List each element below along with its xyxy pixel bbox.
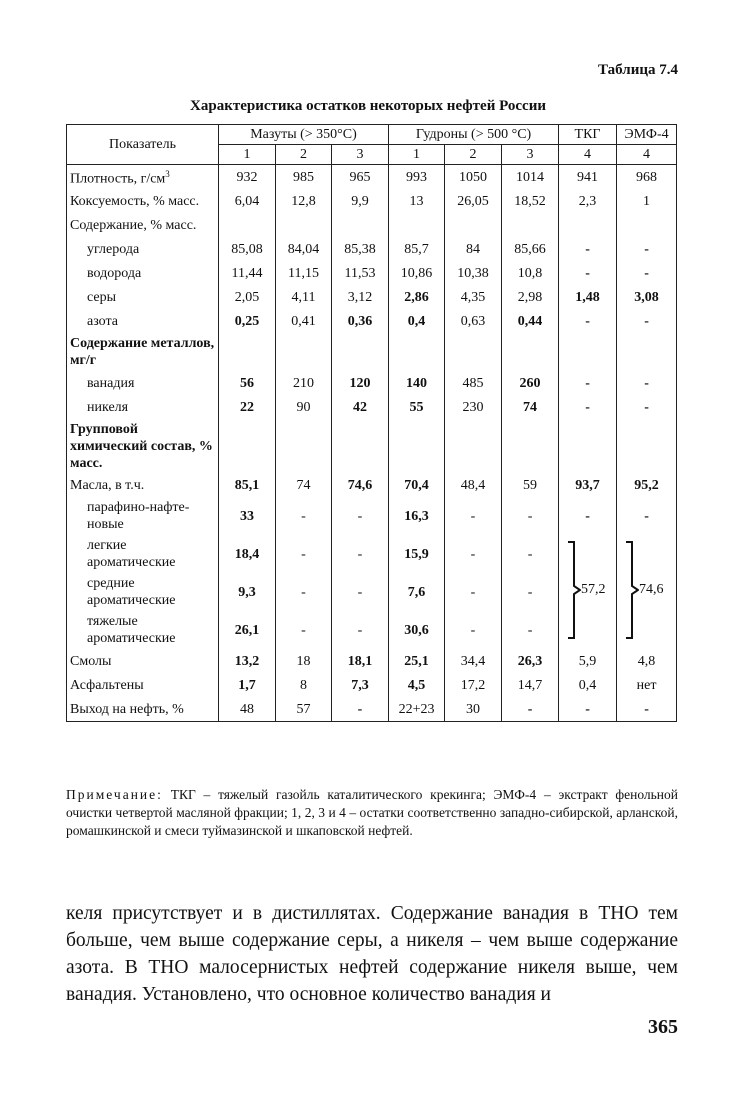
table-cell: 85,66	[502, 237, 559, 261]
header-sub: 4	[617, 145, 677, 165]
table-cell: -	[617, 309, 677, 333]
header-sub: 1	[389, 145, 445, 165]
table-row	[67, 649, 677, 673]
row-label: серы	[67, 285, 219, 309]
table-cell: 0,4	[559, 673, 617, 697]
table-cell: 56	[219, 371, 276, 395]
table-cell: -	[617, 237, 677, 261]
table-footnote	[66, 786, 678, 840]
table-cell: 13,2	[219, 649, 276, 673]
table-cell: 0,4	[389, 309, 445, 333]
table-row	[67, 497, 677, 535]
row-label: углерода	[67, 237, 219, 261]
table-cell: 5,9	[559, 649, 617, 673]
table-cell: 55	[389, 395, 445, 419]
table-cell: -	[617, 395, 677, 419]
table-cell: -	[559, 261, 617, 285]
table-cell: 33	[219, 497, 276, 535]
table-cell: 11,53	[332, 261, 389, 285]
table-cell: 140	[389, 371, 445, 395]
table-cell: 260	[502, 371, 559, 395]
table-cell: 14,7	[502, 673, 559, 697]
row-label: ванадия	[67, 371, 219, 395]
row-label: водорода	[67, 261, 219, 285]
table-cell: -	[502, 611, 559, 649]
table-cell: 12,8	[276, 189, 332, 213]
table-row	[67, 673, 677, 697]
table-cell: 2,98	[502, 285, 559, 309]
table-row	[67, 473, 677, 497]
table-cell: 13	[389, 189, 445, 213]
table-cell: 1014	[502, 165, 559, 190]
table-cell: 42	[332, 395, 389, 419]
table-cell: 11,44	[219, 261, 276, 285]
table-cell: -	[332, 535, 389, 573]
table-cell: 485	[445, 371, 502, 395]
row-label: Асфальтены	[67, 673, 219, 697]
table-caption: Характеристика остатков некоторых нефтей России	[190, 98, 546, 114]
right-brace-icon	[625, 540, 639, 640]
table-cell: -	[276, 573, 332, 611]
header-sub: 3	[332, 145, 389, 165]
table-cell: 25,1	[389, 649, 445, 673]
row-label: Смолы	[67, 649, 219, 673]
header-sub: 3	[502, 145, 559, 165]
table-cell: 18,4	[219, 535, 276, 573]
table-cell: 1050	[445, 165, 502, 190]
table-cell: -	[617, 697, 677, 722]
footnote-title: Примечание:	[66, 787, 163, 802]
table-cell: 74,6	[332, 473, 389, 497]
table-row	[67, 419, 677, 473]
table-cell: 3,08	[617, 285, 677, 309]
row-label: средние ароматические	[67, 573, 219, 611]
table-cell: 4,11	[276, 285, 332, 309]
table-cell: -	[332, 611, 389, 649]
table-row	[67, 333, 677, 371]
table-cell: 59	[502, 473, 559, 497]
table-cell: 74	[502, 395, 559, 419]
table-cell: 9,3	[219, 573, 276, 611]
header-group-tkg: ТКГ	[559, 125, 617, 145]
body-paragraph: келя присутствует и в дистиллятах. Содержание ванадия в ТНО тем больше, чем выше содержание серы, а никеля – чем выше содержание азота. В ТНО малосернистых нефтей содержание никеля выше, чем ванадия. Установлено, что основное количество ванадия и	[66, 903, 678, 1005]
row-label: Масла, в т.ч.	[67, 473, 219, 497]
table-row	[67, 285, 677, 309]
table-cell: 3,12	[332, 285, 389, 309]
table-cell: 0,25	[219, 309, 276, 333]
table-cell: 85,7	[389, 237, 445, 261]
table-cell: нет	[617, 673, 677, 697]
header-sub: 2	[276, 145, 332, 165]
table-cell: 2,86	[389, 285, 445, 309]
table-cell: -	[276, 611, 332, 649]
aromatics-total-value: 74,6	[639, 582, 664, 597]
table-cell: 4,5	[389, 673, 445, 697]
table-cell: 17,2	[445, 673, 502, 697]
table-cell: -	[276, 497, 332, 535]
right-brace-icon	[567, 540, 581, 640]
table-cell: -	[332, 573, 389, 611]
table-cell: -	[332, 497, 389, 535]
table-cell: 26,05	[445, 189, 502, 213]
table-cell: 22	[219, 395, 276, 419]
table-cell: 0,41	[276, 309, 332, 333]
table-cell: -	[559, 371, 617, 395]
table-cell: 9,9	[332, 189, 389, 213]
page-number: 365	[648, 1016, 678, 1038]
header-group-emf: ЭМФ-4	[617, 125, 677, 145]
residues-table	[66, 124, 677, 722]
table-cell: 95,2	[617, 473, 677, 497]
table-cell: 30,6	[389, 611, 445, 649]
table-cell: 70,4	[389, 473, 445, 497]
table-cell: 230	[445, 395, 502, 419]
table-cell: -	[445, 497, 502, 535]
header-sub: 4	[559, 145, 617, 165]
table-cell: 932	[219, 165, 276, 190]
table-cell: 210	[276, 371, 332, 395]
table-cell: -	[502, 573, 559, 611]
table-cell: 7,6	[389, 573, 445, 611]
table-row	[67, 189, 677, 213]
table-row	[67, 237, 677, 261]
table-cell: 968	[617, 165, 677, 190]
row-label: азота	[67, 309, 219, 333]
table-cell: 10,86	[389, 261, 445, 285]
table-cell: -	[445, 611, 502, 649]
table-cell: 84	[445, 237, 502, 261]
table-cell: 0,63	[445, 309, 502, 333]
table-cell: -	[559, 237, 617, 261]
table-cell: 48	[219, 697, 276, 722]
table-cell: 0,44	[502, 309, 559, 333]
header-group-mazut: Мазуты (> 350°С)	[219, 125, 389, 145]
table-cell: 8	[276, 673, 332, 697]
table-cell: 10,38	[445, 261, 502, 285]
table-cell: 15,9	[389, 535, 445, 573]
table-cell: 48,4	[445, 473, 502, 497]
aromatics-total-emf	[617, 535, 677, 649]
header-sub: 1	[219, 145, 276, 165]
table-cell: 93,7	[559, 473, 617, 497]
row-label: Содержание металлов, мг/г	[67, 333, 219, 371]
table-row	[67, 213, 677, 237]
table-cell: -	[559, 395, 617, 419]
table-cell: 10,8	[502, 261, 559, 285]
header-indicator: Показатель	[67, 125, 219, 165]
table-cell: 26,3	[502, 649, 559, 673]
table-cell: 16,3	[389, 497, 445, 535]
table-row	[67, 697, 677, 722]
table-cell: 84,04	[276, 237, 332, 261]
table-cell: -	[559, 697, 617, 722]
table-cell: 2,05	[219, 285, 276, 309]
table-cell: 993	[389, 165, 445, 190]
row-label: Выход на нефть, %	[67, 697, 219, 722]
table-cell: -	[332, 697, 389, 722]
table-cell: 26,1	[219, 611, 276, 649]
table-cell: 34,4	[445, 649, 502, 673]
table-cell: 985	[276, 165, 332, 190]
table-row	[67, 395, 677, 419]
table-cell: -	[445, 535, 502, 573]
table-cell: 965	[332, 165, 389, 190]
row-label: парафино-нафте-новые	[67, 497, 219, 535]
table-cell: 30	[445, 697, 502, 722]
table-cell: -	[445, 573, 502, 611]
table-row	[67, 309, 677, 333]
table-cell: 6,04	[219, 189, 276, 213]
table-cell: -	[502, 697, 559, 722]
table-cell: 11,15	[276, 261, 332, 285]
row-label: легкие ароматические	[67, 535, 219, 573]
table-cell: 1	[617, 189, 677, 213]
row-label: тяжелые ароматические	[67, 611, 219, 649]
table-cell: -	[617, 261, 677, 285]
table-cell: 18,52	[502, 189, 559, 213]
header-sub: 2	[445, 145, 502, 165]
row-label: Групповой химический состав, % масс.	[67, 419, 219, 473]
table-cell: 1,7	[219, 673, 276, 697]
table-cell: -	[617, 371, 677, 395]
table-cell: 1,48	[559, 285, 617, 309]
table-cell: -	[502, 535, 559, 573]
table-cell: 85,38	[332, 237, 389, 261]
table-cell: 74	[276, 473, 332, 497]
table-row	[67, 261, 677, 285]
aromatics-total-tkg	[559, 535, 617, 649]
table-number: Таблица 7.4	[598, 62, 678, 78]
table-cell: -	[617, 497, 677, 535]
table-cell: 85,1	[219, 473, 276, 497]
row-label: Коксуемость, % масс.	[67, 189, 219, 213]
table-row	[67, 371, 677, 395]
table-cell: 22+23	[389, 697, 445, 722]
table-cell: 18,1	[332, 649, 389, 673]
row-label: Плотность, $г/см^3$	[67, 165, 219, 190]
row-label: никеля	[67, 395, 219, 419]
table-cell: -	[276, 535, 332, 573]
footnote-text: ТКГ – тяжелый газойль каталитического крекинга; ЭМФ-4 – экстракт фенольной очистки четвертой масляной фракции; 1, 2, 3 и 4 – остатки соответственно западно-сибирской, арланской, ромашкинской и смеси туймазинской и шкаповской нефтей.	[66, 787, 679, 838]
table-row	[67, 535, 677, 573]
table-cell: 2,3	[559, 189, 617, 213]
row-label: Содержание, % масс.	[67, 213, 219, 237]
table-cell: 90	[276, 395, 332, 419]
table-cell: 941	[559, 165, 617, 190]
table-cell: 57	[276, 697, 332, 722]
table-cell: 120	[332, 371, 389, 395]
table-cell: 4,35	[445, 285, 502, 309]
table-cell: 4,8	[617, 649, 677, 673]
table-cell: 0,36	[332, 309, 389, 333]
table-row	[67, 165, 677, 190]
header-group-gudron: Гудроны (> 500 °С)	[389, 125, 559, 145]
table-cell: 18	[276, 649, 332, 673]
table-cell: -	[559, 309, 617, 333]
table-cell: 7,3	[332, 673, 389, 697]
table-cell: -	[559, 497, 617, 535]
aromatics-total-value: 57,2	[581, 582, 606, 597]
table-cell: -	[502, 497, 559, 535]
table-cell: 85,08	[219, 237, 276, 261]
